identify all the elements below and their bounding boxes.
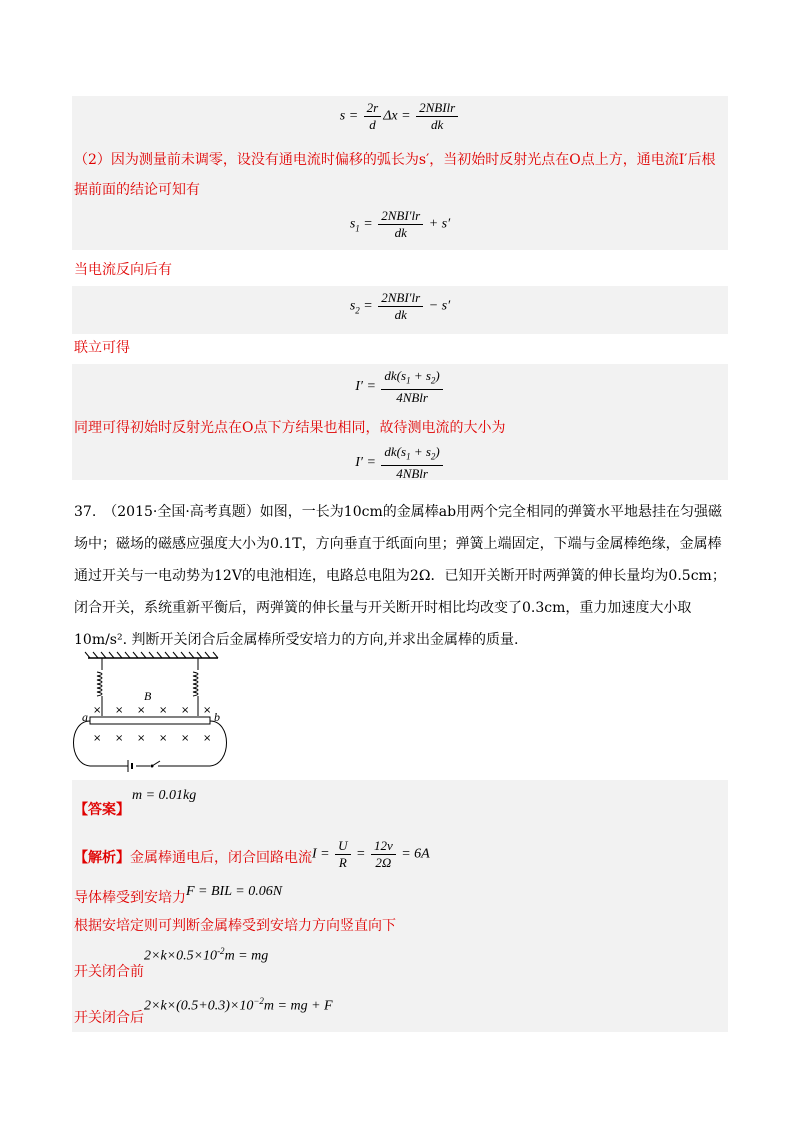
analysis-label: 【解析】: [74, 850, 130, 866]
svg-text:×: ×: [181, 733, 190, 744]
q37-line1: 37. （2015·全国·高考真题）如图，一长为10cm的金属棒ab用两个完全相同的弹簧水平地悬挂在匀强磁: [74, 504, 723, 520]
force-equation: F = BIL = 0.06N: [186, 884, 283, 899]
q37-line4: 闭合开关，系统重新平衡后，两弹簧的伸长量与开关断开时相比均改变了0.3cm，重力加速度大小取: [74, 600, 692, 616]
after-equation: $2\times k\times(0.5+0.3)\times 10^{-2}m$ = mg + F: [144, 996, 333, 1014]
before-equation: $2\times k\times 0.5\times 10^{-2}m$ = mg: [144, 946, 269, 964]
svg-text:×: ×: [93, 733, 102, 744]
svg-text:×: ×: [203, 705, 212, 716]
equation-s: s = $\frac{2r}{d}$ Δx = $\frac{\text{2NBIlr}}{dk}$: [72, 100, 728, 133]
rule-text: 根据安培定则可判断金属棒受到安培力方向竖直向下: [74, 918, 396, 934]
svg-text:×: ×: [137, 733, 146, 744]
equation-I2: I′ = $\frac{dk(s_1 + s_2)}{\text{4NBlr}}$: [72, 444, 728, 482]
q37-line5: 10m/s². 判断开关闭合后金属棒所受安培力的方向,并求出金属棒的质量.: [74, 632, 519, 648]
label-a: a: [82, 710, 88, 724]
svg-text:×: ×: [181, 705, 190, 716]
answer-equation: m = 0.01kg: [132, 788, 197, 803]
equation-s1: $s_1$ = $\frac{\text{2NBI′lr}}{dk}$ + s′: [349, 208, 451, 240]
svg-text:×: ×: [93, 705, 102, 716]
analysis-equation: I = $\frac{U}{R}$ = $\frac{12v}{2\Omega}$ = 6A: [312, 838, 430, 870]
equation-s2: $s_2$ = $\frac{\text{2NBI′lr}}{dk}$ − s′: [349, 290, 451, 322]
force-text: 导体棒受到安培力: [74, 890, 186, 906]
svg-text:×: ×: [137, 705, 146, 716]
analysis-line: [74, 848, 312, 868]
combine-text: 联立可得: [74, 340, 130, 356]
reverse-text: 当电流反向后有: [74, 262, 172, 278]
q37-line3: 通过开关与一电动势为12V的电池相连，电路总电阻为2Ω．已知开关断开时两弹簧的伸长量均为0.5cm；: [74, 568, 726, 584]
right-spring: [193, 658, 198, 716]
before-text: 开关闭合前: [74, 964, 144, 980]
answer-label: 【答案】: [74, 802, 130, 818]
q37-line2: 场中；磁场的磁感应强度大小为0.1T，方向垂直于纸面向里；弹簧上端固定，下端与金属棒绝缘，金属棒: [74, 536, 722, 552]
label-B: B: [144, 689, 152, 703]
svg-text:×: ×: [159, 705, 168, 716]
same-text: 同理可得初始时反射光点在O点下方结果也相同，故待测电流的大小为: [74, 420, 506, 436]
part2-line2: 据前面的结论可知有: [74, 182, 200, 198]
svg-text:×: ×: [159, 733, 168, 744]
equation-I1: I′ = $\frac{dk(s_1 + s_2)}{\text{4NBlr}}$: [72, 368, 728, 406]
metal-rod: [90, 717, 210, 724]
circuit-figure: [68, 650, 238, 774]
after-text: 开关闭合后: [74, 1010, 144, 1026]
label-b: b: [214, 710, 220, 724]
part2-line1: （2）因为测量前未调零，设没有通电流时偏移的弧长为s′，当初始时反射光点在O点上方，通电流I′后根: [74, 152, 716, 168]
svg-text:×: ×: [203, 733, 212, 744]
svg-text:×: ×: [115, 705, 124, 716]
analysis-text: 金属棒通电后，闭合回路电流: [130, 850, 312, 866]
svg-text:×: ×: [115, 733, 124, 744]
